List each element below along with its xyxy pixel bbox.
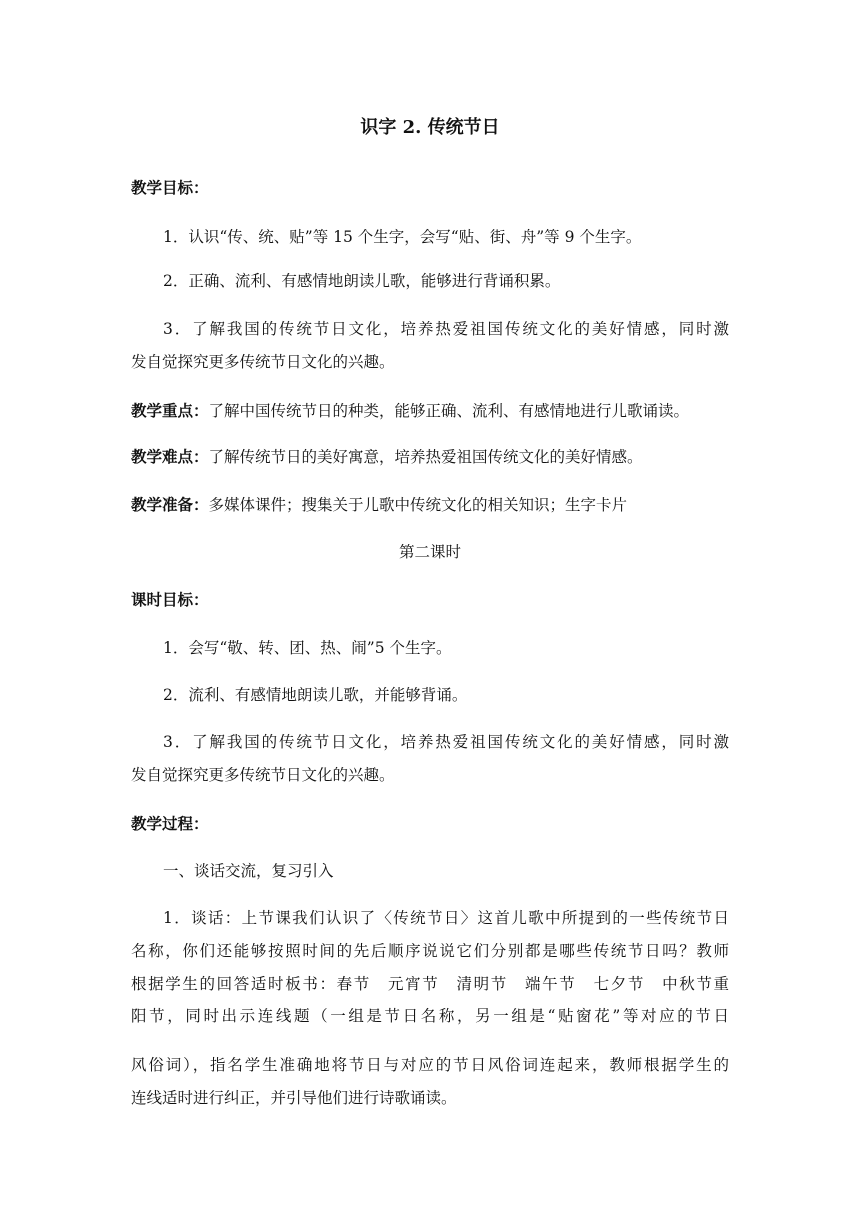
preparation-text: 多媒体课件；搜集关于儿歌中传统文化的相关知识；生字卡片 (208, 496, 628, 514)
objective-item-2: 2．正确、流利、有感情地朗读儿歌，能够进行背诵积累。 (163, 272, 561, 290)
preparation-label: 教学准备： (131, 495, 209, 514)
lesson-title: 第二课时 (398, 543, 461, 561)
process-para-line-2: 名称，你们还能够按照时间的先后顺序说说它们分别都是哪些传统节日吗？教师 (131, 942, 729, 960)
process-para-line-4: 阳节，同时出示连线题（一组是节日名称，另一组是“贴窗花”等对应的节日 (131, 1007, 729, 1025)
process-para-line-6: 连线适时进行纠正，并引导他们进行诗歌诵读。 (131, 1089, 457, 1107)
objectives-heading: 教学目标： (131, 178, 209, 197)
process-para-line-1: 1．谈话：上节课我们认识了〈传统节日〉这首儿歌中所提到的一些传统节日 (163, 909, 729, 927)
key-points (131, 400, 689, 422)
difficulties (131, 446, 643, 468)
objective-item-3: 3．了解我国的传统节日文化，培养热爱祖国传统文化的美好情感，同时激 (163, 320, 729, 338)
key-points-label: 教学重点： (131, 401, 209, 420)
lesson-objectives-heading: 课时目标： (131, 590, 209, 609)
difficulties-label: 教学难点： (131, 447, 209, 466)
process-section-1: 一、谈话交流，复习引入 (163, 862, 334, 880)
lesson-objective-item-3-continued: 发自觉探究更多传统节日文化的兴趣。 (131, 766, 395, 784)
process-para-line-3: 根据学生的回答适时板书：春节 元宵节 清明节 端午节 七夕节 中秋节重 (131, 975, 729, 993)
process-heading: 教学过程： (131, 814, 209, 833)
preparation (131, 494, 627, 516)
difficulties-text: 了解传统节日的美好寓意，培养热爱祖国传统文化的美好情感。 (208, 448, 643, 466)
lesson-objective-item-3: 3．了解我国的传统节日文化，培养热爱祖国传统文化的美好情感，同时激 (163, 733, 729, 751)
process-para-line-5: 风俗词），指名学生准确地将节日与对应的节日风俗词连起来，教师根据学生的 (131, 1056, 729, 1074)
objective-item-3-continued: 发自觉探究更多传统节日文化的兴趣。 (131, 353, 395, 371)
lesson-objective-item-2: 2．流利、有感情地朗读儿歌，并能够背诵。 (163, 686, 468, 704)
lesson-objective-item-1: 1．会写“敬、转、团、热、闹”5 个生字。 (163, 639, 452, 657)
objective-item-1: 1．认识“传、统、贴”等 15 个生字，会写“贴、街、舟”等 9 个生字。 (163, 228, 642, 246)
key-points-text: 了解中国传统节日的种类，能够正确、流利、有感情地进行儿歌诵读。 (208, 402, 690, 420)
page-title: 识字 2. 传统节日 (360, 117, 500, 138)
